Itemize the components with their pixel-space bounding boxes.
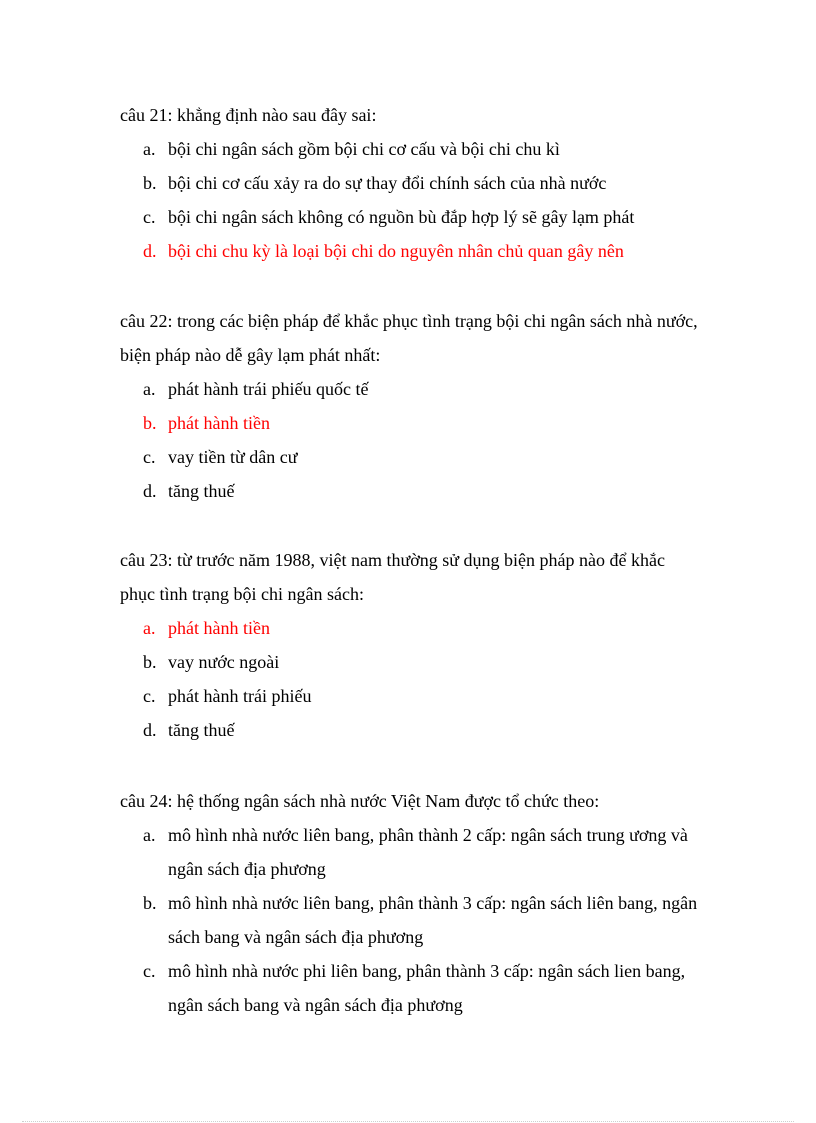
option-letter: c. — [143, 686, 156, 706]
answer-option-c — [120, 440, 700, 474]
answer-option-b — [120, 166, 700, 200]
option-letter: b. — [143, 652, 157, 672]
option-text: bội chi cơ cấu xảy ra do sự thay đổi chính sách của nhà nước — [168, 173, 607, 193]
answer-option-c — [120, 200, 700, 234]
answer-option-a — [120, 132, 700, 166]
question-22 — [120, 304, 700, 508]
option-text: vay tiền từ dân cư — [168, 447, 298, 467]
option-letter: a. — [143, 825, 156, 845]
option-letter: a. — [143, 379, 156, 399]
question-21 — [120, 98, 700, 268]
answer-option-b — [120, 886, 700, 954]
option-letter: c. — [143, 447, 156, 467]
option-text: tăng thuế — [168, 720, 235, 740]
option-text: mô hình nhà nước liên bang, phân thành 3 cấp: ngân sách liên bang, ngân sách bang và ngân sách địa phương — [168, 893, 698, 947]
answer-option-d — [120, 234, 700, 268]
answer-option-c — [120, 954, 700, 1022]
option-text: bội chi ngân sách gồm bội chi cơ cấu và bội chi chu kì — [168, 139, 560, 159]
option-letter: c. — [143, 207, 156, 227]
option-text: phát hành trái phiếu quốc tế — [168, 379, 369, 399]
answer-option-a — [120, 372, 700, 406]
option-text: phát hành tiền — [168, 413, 270, 433]
answer-option-c — [120, 679, 700, 713]
answer-option-b — [120, 645, 700, 679]
option-letter: d. — [143, 720, 157, 740]
option-letter: b. — [143, 893, 157, 913]
question-23 — [120, 543, 700, 747]
option-letter: a. — [143, 618, 156, 638]
option-text: tăng thuế — [168, 481, 235, 501]
option-text: mô hình nhà nước liên bang, phân thành 2 cấp: ngân sách trung ương và ngân sách địa phương — [168, 825, 688, 879]
option-letter: c. — [143, 961, 156, 981]
answer-option-a — [120, 611, 700, 645]
option-letter: a. — [143, 139, 156, 159]
option-text: phát hành trái phiếu — [168, 686, 312, 706]
option-letter: d. — [143, 241, 157, 261]
option-text: mô hình nhà nước phi liên bang, phân thành 3 cấp: ngân sách lien bang, ngân sách bang và ngân sách địa phương — [168, 961, 686, 1015]
option-text: vay nước ngoài — [168, 652, 280, 672]
question-stem: câu 21: khẳng định nào sau đây sai: — [120, 105, 377, 125]
option-text: phát hành tiền — [168, 618, 270, 638]
answer-option-a — [120, 818, 700, 886]
answer-option-b — [120, 406, 700, 440]
question-stem: câu 23: từ trước năm 1988, việt nam thường sử dụng biện pháp nào để khắc phục tình trạng bội chi ngân sách: — [120, 550, 665, 604]
option-text: bội chi ngân sách không có nguồn bù đắp hợp lý sẽ gây lạm phát — [168, 207, 635, 227]
page-bottom-divider — [22, 1121, 794, 1122]
answer-option-d — [120, 713, 700, 747]
question-stem: câu 24: hệ thống ngân sách nhà nước Việt Nam được tổ chức theo: — [120, 791, 600, 811]
question-stem: câu 22: trong các biện pháp để khắc phục tình trạng bội chi ngân sách nhà nước, biện pháp nào dễ gây lạm phát nhất: — [120, 311, 698, 365]
question-24 — [120, 784, 700, 1022]
option-letter: b. — [143, 173, 157, 193]
option-letter: d. — [143, 481, 157, 501]
option-text: bội chi chu kỳ là loại bội chi do nguyên nhân chủ quan gây nên — [168, 241, 624, 261]
answer-option-d — [120, 474, 700, 508]
option-letter: b. — [143, 413, 157, 433]
